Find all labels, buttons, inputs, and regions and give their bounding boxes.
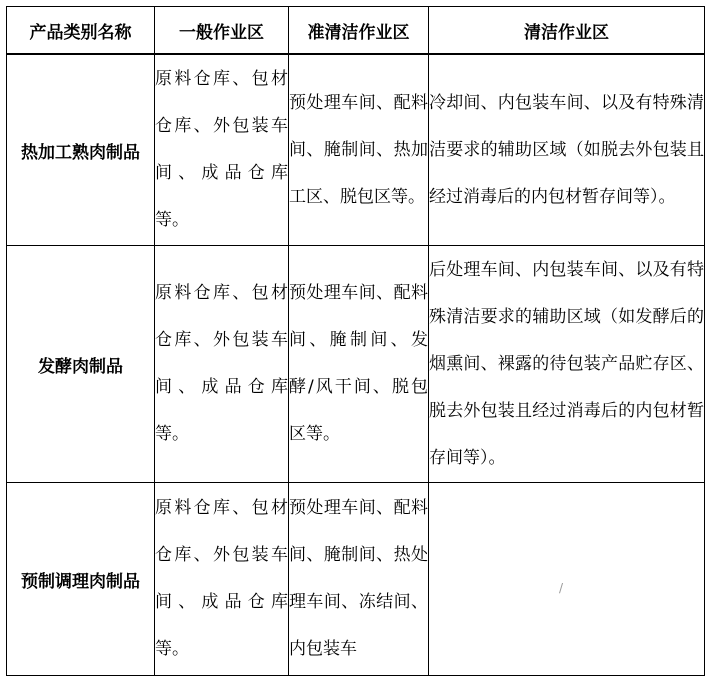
table-row bbox=[7, 483, 705, 676]
table-row bbox=[7, 246, 705, 483]
quasi-clean-zone-cell: 预处理车间、配料间、腌制间、热处理车间、冻结间、内包装车 bbox=[289, 483, 429, 676]
quasi-clean-zone-cell: 预处理车间、配料间、腌制间、热加工区、脱包区等。 bbox=[289, 54, 429, 246]
quasi-clean-zone-cell: 预处理车间、配料间、腌制间、发酵/风干间、脱包区等。 bbox=[289, 246, 429, 483]
general-zone-cell: 原料仓库、包材仓库、外包装车间、成品仓库等。 bbox=[155, 483, 289, 676]
clean-zone-cell: 冷却间、内包装车间、以及有特殊清洁要求的辅助区域（如脱去外包装且经过消毒后的内包材暂存间等）。 bbox=[429, 54, 705, 246]
table-row bbox=[7, 54, 705, 246]
category-cell: 发酵肉制品 bbox=[7, 246, 155, 483]
clean-zone-cell bbox=[429, 483, 705, 676]
header-clean-zone: 清洁作业区 bbox=[429, 7, 705, 55]
header-row bbox=[7, 7, 705, 55]
production-zone-table bbox=[6, 6, 705, 676]
category-cell: 预制调理肉制品 bbox=[7, 483, 155, 676]
general-zone-cell: 原料仓库、包材仓库、外包装车间、成品仓库等。 bbox=[155, 246, 289, 483]
slash-mark: / bbox=[559, 581, 564, 595]
header-category: 产品类别名称 bbox=[7, 7, 155, 55]
header-general-zone: 一般作业区 bbox=[155, 7, 289, 55]
general-zone-cell: 原料仓库、包材仓库、外包装车间、成品仓库等。 bbox=[155, 54, 289, 246]
category-cell: 热加工熟肉制品 bbox=[7, 54, 155, 246]
header-quasi-clean-zone: 准清洁作业区 bbox=[289, 7, 429, 55]
clean-zone-cell: 后处理车间、内包装车间、以及有特殊清洁要求的辅助区域（如发酵后的烟熏间、裸露的待包装产品贮存区、脱去外包装且经过消毒后的内包材暂存间等）。 bbox=[429, 246, 705, 483]
